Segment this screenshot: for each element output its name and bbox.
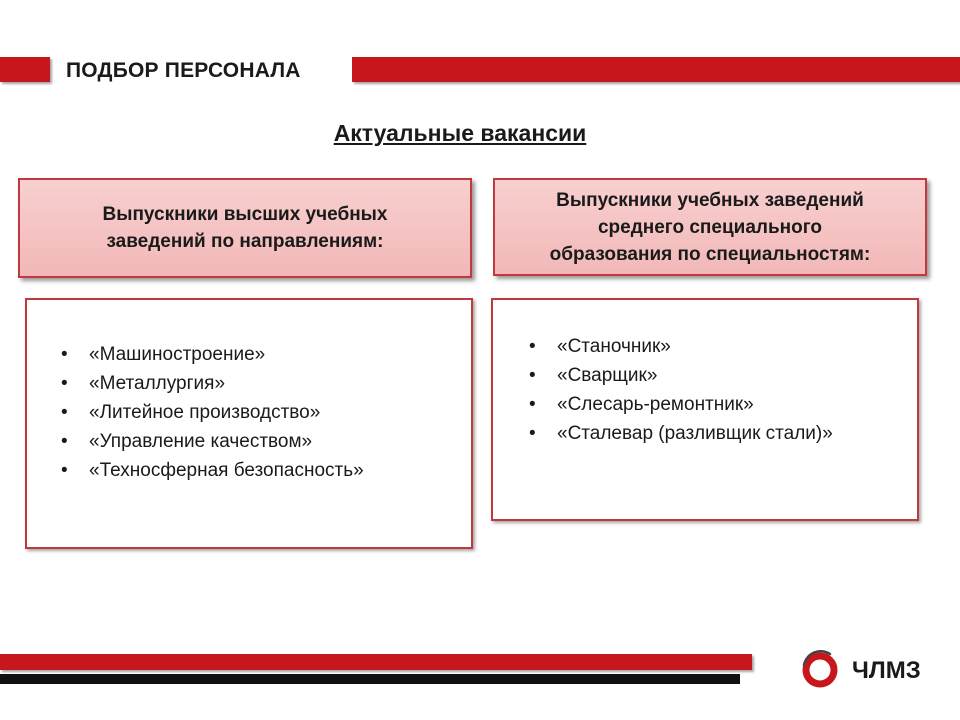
list-item bbox=[529, 332, 833, 361]
left-list-box bbox=[25, 298, 473, 549]
section-title-text: Актуальные вакансии bbox=[333, 120, 587, 146]
list-item-text: «Металлургия» bbox=[89, 373, 226, 394]
left-heading-box bbox=[18, 178, 472, 278]
left-vacancy-list bbox=[61, 340, 364, 485]
list-item-text: «Техносферная безопасность» bbox=[89, 460, 364, 481]
right-list-box bbox=[491, 298, 919, 521]
list-item bbox=[61, 427, 364, 456]
list-item-text: «Сталевар (разливщик стали)» bbox=[557, 423, 833, 444]
bullet-icon: • bbox=[529, 394, 536, 415]
bullet-icon: • bbox=[61, 344, 68, 365]
list-item bbox=[61, 398, 364, 427]
right-heading-text: Выпускники учебных заведений среднего специального образования по специальностям: bbox=[549, 189, 871, 265]
chlmz-logo-icon bbox=[800, 650, 840, 690]
header-bar-left bbox=[0, 57, 50, 82]
bullet-icon: • bbox=[529, 336, 536, 357]
logo-text: ЧЛМЗ bbox=[852, 657, 921, 684]
list-item bbox=[529, 419, 833, 448]
bullet-icon: • bbox=[61, 402, 68, 423]
header-bar-right bbox=[352, 57, 960, 82]
bullet-icon: • bbox=[529, 365, 536, 386]
bullet-icon: • bbox=[61, 431, 68, 452]
list-item-text: «Слесарь-ремонтник» bbox=[557, 394, 754, 415]
list-item-text: «Сварщик» bbox=[557, 365, 658, 386]
bullet-icon: • bbox=[61, 373, 68, 394]
section-title bbox=[0, 120, 920, 147]
footer-bar-red bbox=[0, 654, 752, 670]
list-item bbox=[529, 390, 833, 419]
right-vacancy-list bbox=[529, 332, 833, 448]
page-header-title: ПОДБОР ПЕРСОНАЛА bbox=[66, 59, 301, 82]
list-item bbox=[61, 369, 364, 398]
list-item bbox=[61, 456, 364, 485]
footer-bar-black bbox=[0, 674, 740, 684]
right-heading-box bbox=[493, 178, 927, 276]
list-item bbox=[61, 340, 364, 369]
list-item-text: «Управление качеством» bbox=[89, 431, 313, 452]
bullet-icon: • bbox=[61, 460, 68, 481]
list-item bbox=[529, 361, 833, 390]
list-item-text: «Литейное производство» bbox=[89, 402, 321, 423]
list-item-text: «Станочник» bbox=[557, 336, 671, 357]
left-heading-text: Выпускники высших учебных заведений по направлениям: bbox=[102, 204, 388, 252]
bullet-icon: • bbox=[529, 423, 536, 444]
list-item-text: «Машиностроение» bbox=[89, 344, 266, 365]
